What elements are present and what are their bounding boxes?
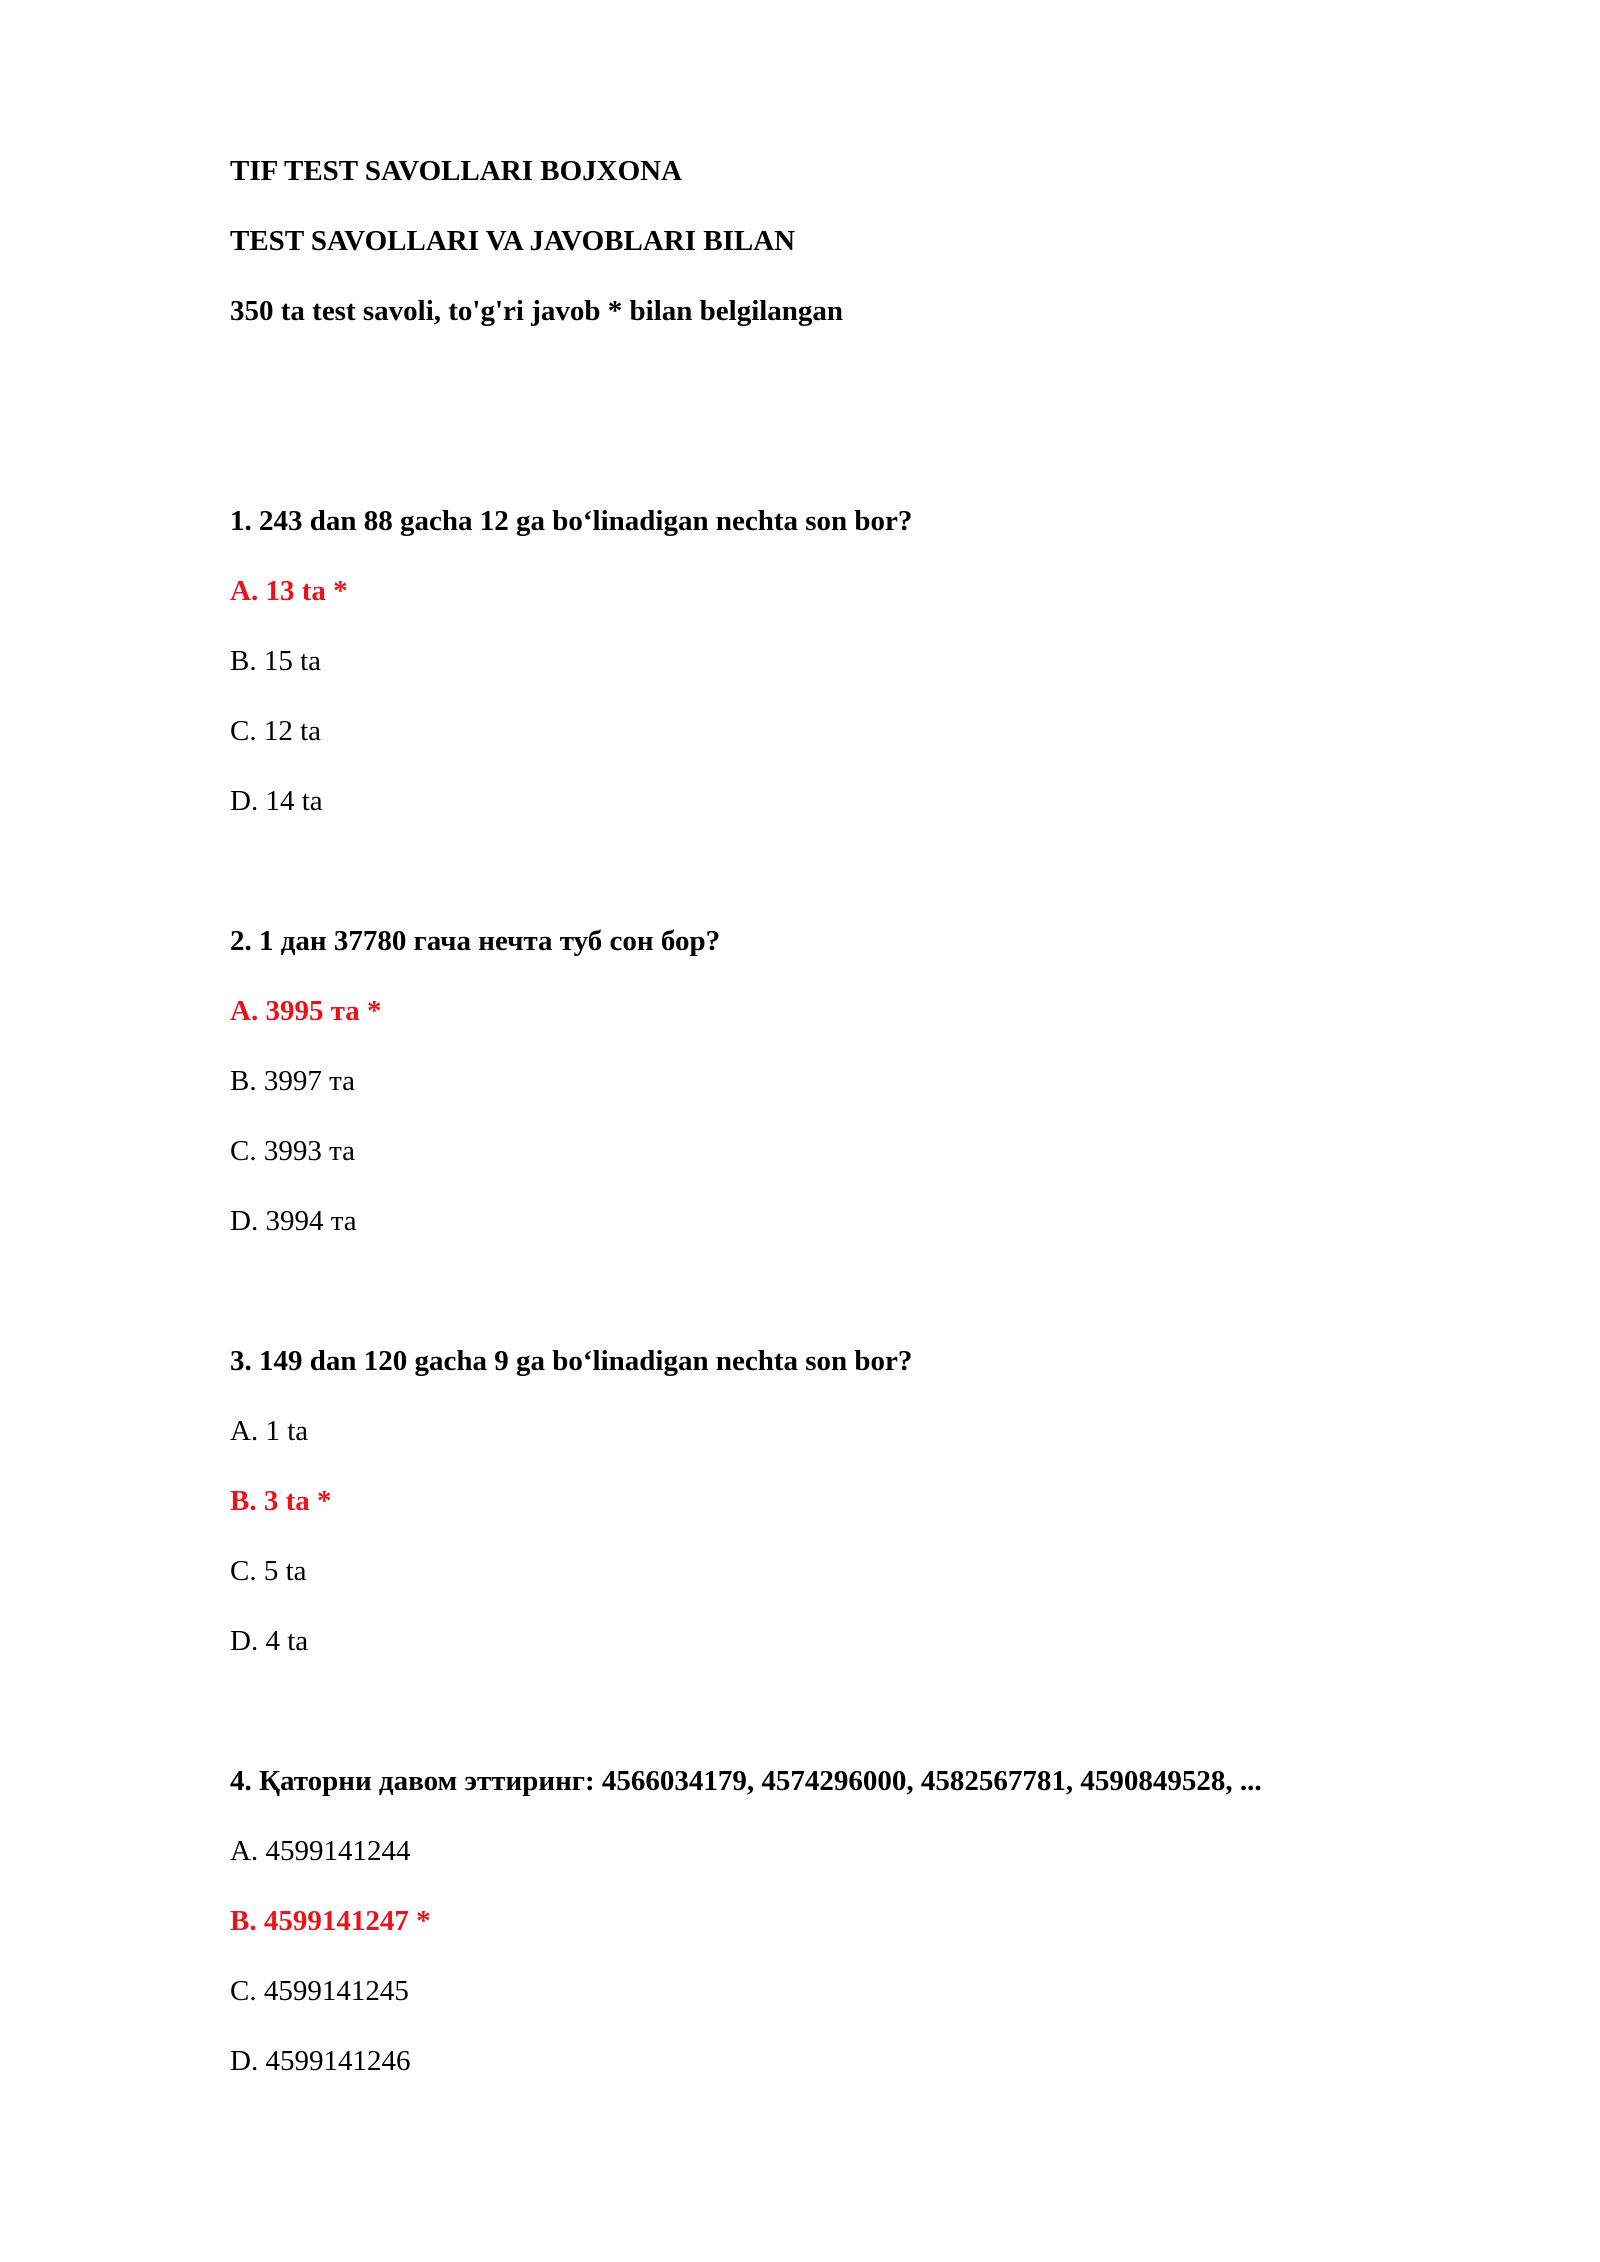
question-4-option-a: A. 4599141244 bbox=[230, 1835, 411, 1867]
question-3-option-a: A. 1 ta bbox=[230, 1415, 309, 1447]
document-subtitle: TEST SAVOLLARI VA JAVOBLARI BILAN bbox=[230, 225, 796, 257]
question-4-option-b: B. 4599141247 * bbox=[230, 1905, 431, 1937]
question-2-option-c: C. 3993 та bbox=[230, 1135, 355, 1167]
question-3-option-c: C. 5 ta bbox=[230, 1555, 307, 1587]
question-2-option-a: A. 3995 та * bbox=[230, 995, 382, 1027]
question-1-option-a: A. 13 ta * bbox=[230, 575, 348, 607]
question-4-text: 4. Қаторни давом эттиринг: 4566034179, 4574296000, 4582567781, 4590849528, ... bbox=[230, 1765, 1262, 1797]
question-1-option-d: D. 14 ta bbox=[230, 785, 323, 817]
question-3-option-b: B. 3 ta * bbox=[230, 1485, 332, 1517]
document-note: 350 ta test savoli, to'g'ri javob * bilan belgilangan bbox=[230, 295, 844, 327]
question-3-option-d: D. 4 ta bbox=[230, 1625, 309, 1657]
question-2-text: 2. 1 дан 37780 гача нечта туб сон бор? bbox=[230, 925, 721, 957]
question-2-option-d: D. 3994 та bbox=[230, 1205, 357, 1237]
question-4-option-c: C. 4599141245 bbox=[230, 1975, 409, 2007]
question-2-option-b: B. 3997 та bbox=[230, 1065, 355, 1097]
question-4-option-d: D. 4599141246 bbox=[230, 2045, 411, 2077]
question-3-text: 3. 149 dan 120 gacha 9 ga bo‘linadigan nechta son bor? bbox=[230, 1345, 913, 1377]
question-1-option-c: C. 12 ta bbox=[230, 715, 322, 747]
document-title: TIF TEST SAVOLLARI BOJXONA bbox=[230, 155, 683, 187]
question-1-text: 1. 243 dan 88 gacha 12 ga bo‘linadigan nechta son bor? bbox=[230, 505, 913, 537]
question-1-option-b: B. 15 ta bbox=[230, 645, 322, 677]
